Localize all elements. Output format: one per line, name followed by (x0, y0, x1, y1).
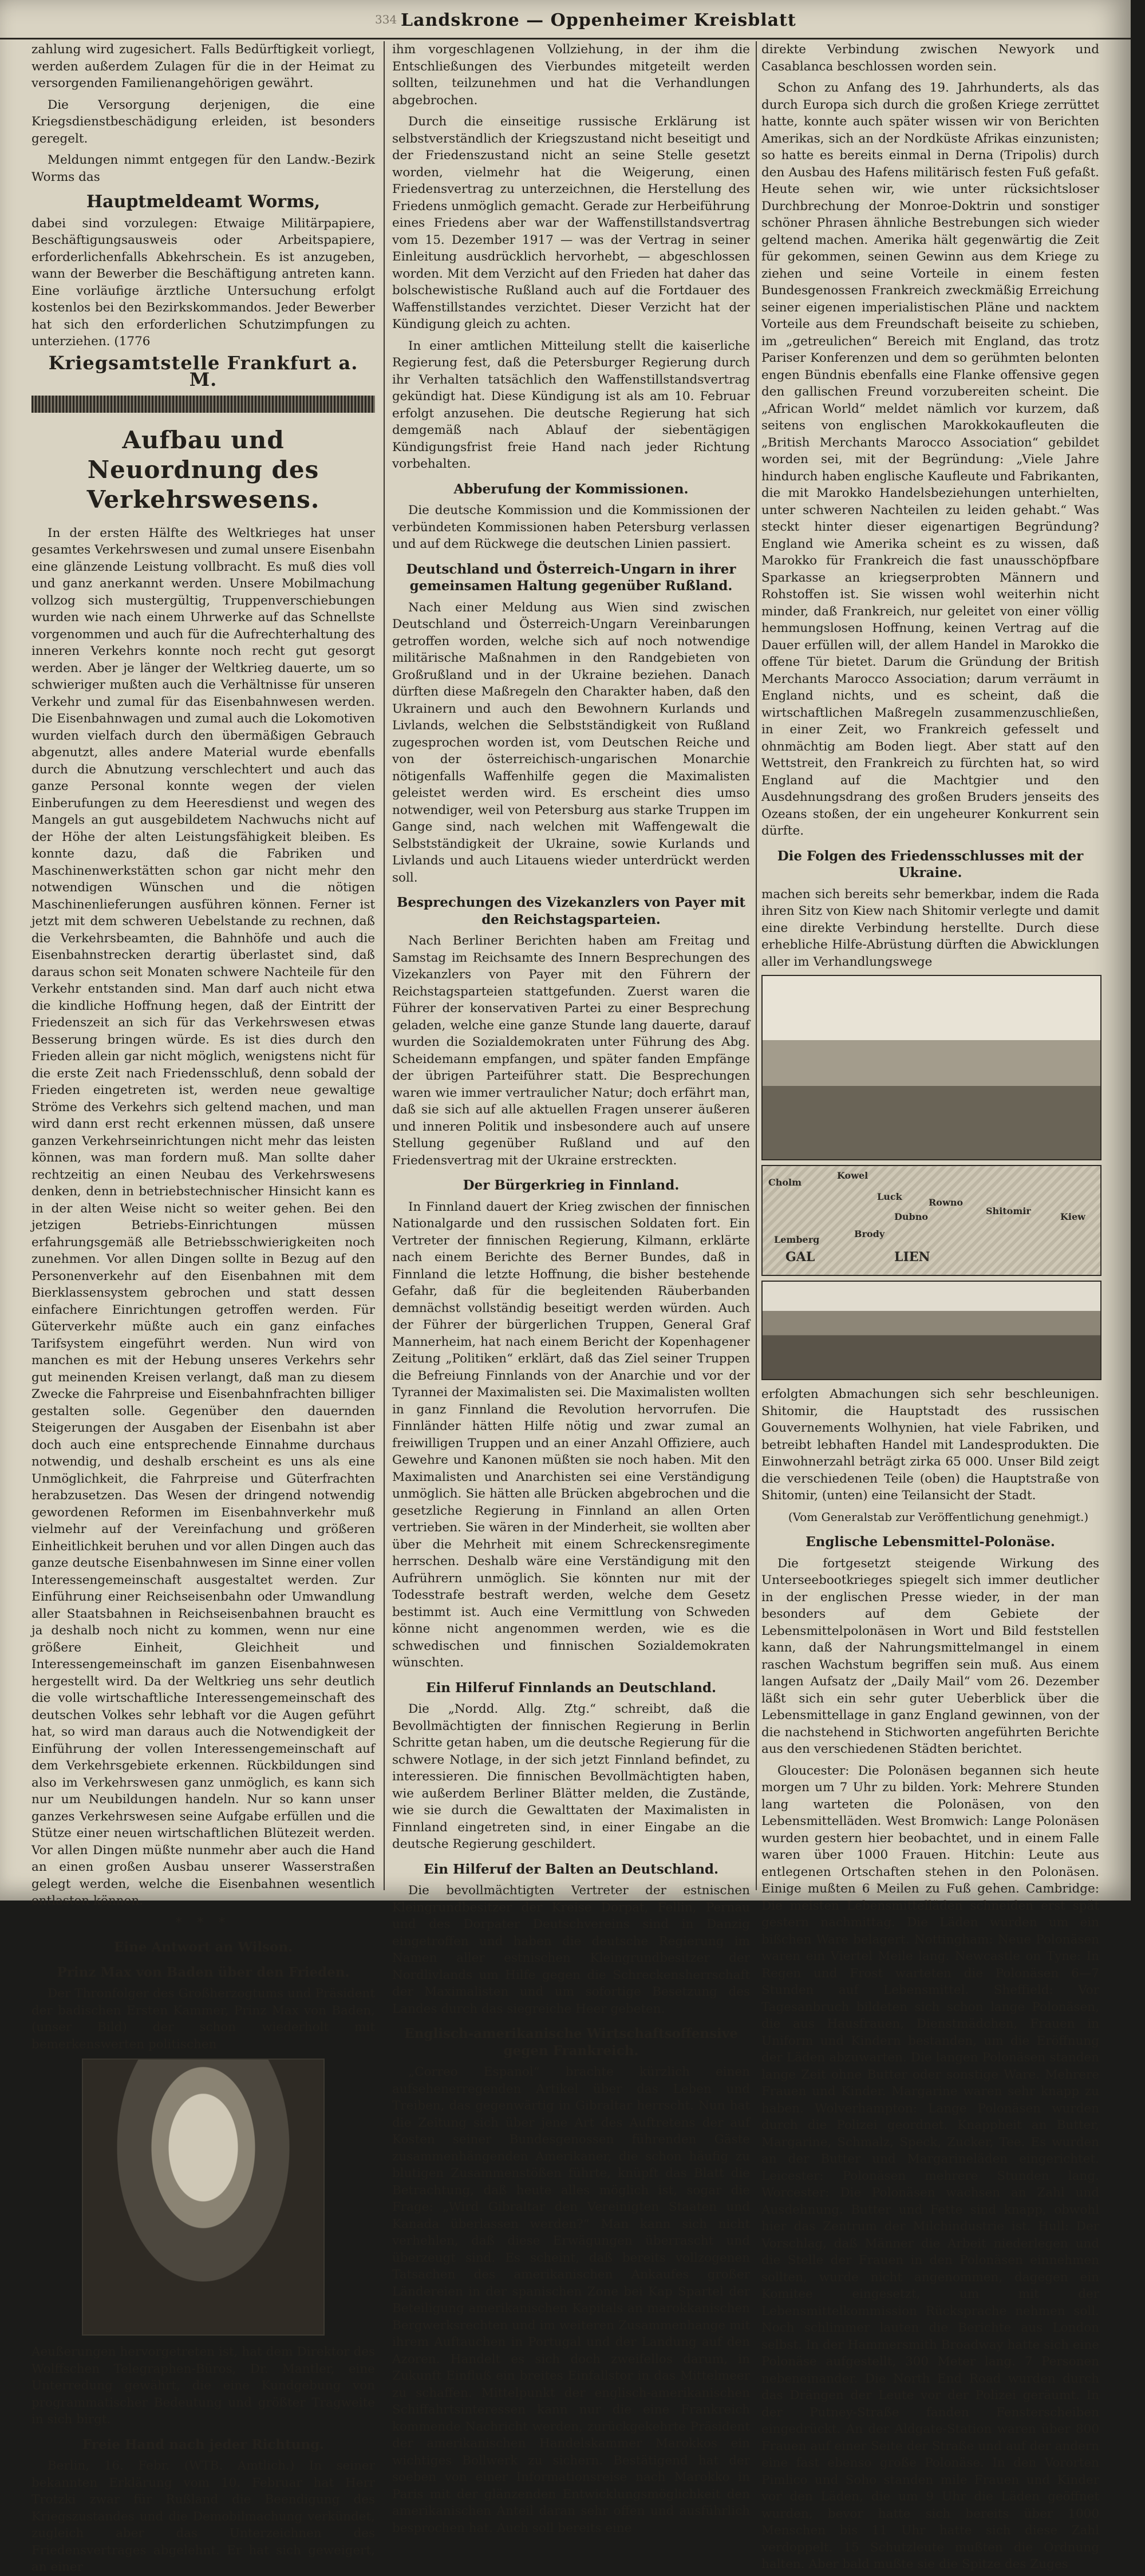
text-paragraph: Durch die einseitige russische Erklärung ist selbstverständlich der Kriegszustand nicht beseitigt und der Friedenszustand nicht an seine Stelle gesetzt worden, vielmehr hat die Weigerung, einen Friedensvertrag zu unterzeichnen, die Herstellung des Friedens unmöglich gemacht. Gerade zur Herbeiführung eines Friedens aber war der Waffenstillstandsvertrag vom 15. Dezember 1917 — was der Vertrag in seiner Einleitung ausdrücklich hervorhebt, — abgeschlossen worden. Mit dem Verzicht auf den Frieden hat daher das bolschewistische Rußland auch auf die Fortdauer des Waffenstillstandes verzichtet. Dieser Verzicht hat der Kündigung gleich zu achten. (392, 114, 750, 331)
text-paragraph: Gloucester: Die Polonäsen begannen sich heute morgen um 7 Uhr zu bilden. York: Mehrere Stunden lang warteten die Polonäsen, von den Lebensmittelläden. West Bromwich: Lange Polonäsen wurden gestern hier beobachtet, und in einem Falle waren über 1000 Frauen. Hitchin: Leute aus entlegenen Ortschaften stehen in den Polonäsen. Einige mußten 6 Meilen zu Fuß gehen. Cambridge: Die meisten Lebensmittelläden schneiden erst spät gestern nachmittag. Die Läden wurden um ein bißchen Ware belagert. Nottingham: Neue Polonäsen waren ein Viertel Meile lang. Newcastle on Tyne: In Regen und Frost warteten die Polonäsen 6—7 Stunden auf Lebensmittel. Sheffield: Vor Tagesanbruch bildeten sich schon lange Polonäsen, die aus Hausfrauen, Dienstmädchen, Frauen in Uniform und Kindern bestanden, um die Eröffnung der Läden abzuwarten. Die langen Polonäsen standen lange Zeit ohne Butter oder sonstige Ware. Mehrere Frauen und Kinder. Margarine waren sehr knapp zu haben. Wolverhampton: Lange Polonäsen wurden durch die Polizei geordnet. Knappheit an Butter, Margarine, Schmalz, Speck, Zucker, Tee. Es wurden an der Butter und Margarineläden eingerichtet. Leicester: Polonäsen mehrere Stunden lang. Worcester: Die Polonäsen wachsen an Zahl und Ausdehnung. Butter und Fette sind knapp, obwohl hier das Zentrum der Milchindustrie ist. Hull: Der Vorschlag, daß Männer die Arbeit niederlegen und die Stelle der Frauen in den Polonäsen einnehmen sollten, wurde nicht angenommen, dagegen ein Komitee eingesetzt, um mit der Lebensmittelkommission Rücksprache nehmen soll. Noch schlimmer lauten die Berichte aus London selbst. In der Hammersmith Broadway hatte sich eine Polonäse aufgestellt, 300 Meter lang. 7 Personen nebeneinander. Die North End Road wurden durch das Drängen der Leute vor der Polizei geräumt. In der Putney-Straße fanden Fensterscheiben eingedrückt. An der Aldgate-Station waren über 800 Frauen auf einer Seite der Straße und auf der andern eine fast ebenso große Polonäse. In den Vororten Pimlico und Soho standen mile Frauen und Kinder vor den Läden, die um 9 Uhr die Läden geöffnet wurden, bevor hatte sich bereits über 1000 Menschen bis 11 Uhr hatte sich diese Zahl verdoppelt. 15 Schutzleute mußten die Ordnung halten. Aber bald mußte sie die Spitze des Zuges (761, 1763, 1099, 2571)
map-label: Brody (854, 1228, 885, 1239)
map-label: Lemberg (774, 1234, 820, 1245)
city-photo (761, 1281, 1101, 1380)
column-rule (384, 41, 385, 1890)
text-paragraph: In einer amtlichen Mitteilung stellt die kaiserliche Regierung fest, daß die Petersburger Regierung durch ihr Verhalten tatsächlich den Waffenstillstandsvertrag gekündigt hat. Diese Kündigung ist als am 10. Februar erfolgt anzusehen. Die deutsche Regierung hat sich demgemäß nach Ablauf der siebentägigen Kündigungsfrist freie Hand nach jeder Richtung vorbehalten. (392, 338, 750, 471)
agency-heading: Kriegsamtstelle Frankfurt a. M. (48, 351, 358, 390)
text-paragraph: Der Thronfolger des Großherzogtums und Präsident der badischen Ersten Kammer, Prinz Max von Baden, (unser Bild) der schon wiederholt mit bemerkenswerten politischen (31, 1986, 375, 2052)
separator-band (31, 396, 375, 413)
text-paragraph: Meldungen nimmt entgegen für den Landw.-Bezirk Worms das (31, 153, 375, 184)
map-label: Kowel (837, 1170, 868, 1181)
masthead (0, 8, 1131, 39)
page-number: 334 (375, 13, 397, 26)
region-map (761, 1165, 1101, 1276)
caption: (Vom Generalstab zur Veröffentlichung genehmigt.) (788, 1510, 1089, 1524)
column-1 (31, 41, 375, 2574)
map-label: GAL (785, 1250, 815, 1265)
map-label: Shitomir (986, 1206, 1031, 1216)
article-heading: Die Folgen des Friedensschlusses mit der Ukraine. (777, 848, 1084, 880)
article-title: Aufbau und Neuordnung des Verkehrswesens. (86, 425, 320, 513)
map-label: LIEN (894, 1250, 930, 1265)
map-label: Dubno (894, 1211, 928, 1222)
text-paragraph: ihm vorgeschlagenen Vollziehung, in der ihm die Entschließungen des Vierbundes mitgeteilt werden sollten, teilzunehmen und hat die Verhandlungen abgebrochen. (392, 42, 750, 108)
article-heading: Der Bürgerkrieg in Finnland. (463, 1178, 680, 1193)
text-paragraph: machen sich bereits sehr bemerkbar, indem die Rada ihren Sitz von Kiew nach Shitomir verlegte und damit eine direkte Verbindung herstellte. Durch diese erhebliche Hilfe-Abrüstung dürften die Abwicklungen aller im Verhandlungswege (761, 887, 1099, 969)
map-label: Luck (877, 1191, 902, 1202)
separator-stars: * * * (176, 1915, 231, 1930)
column-2 (392, 41, 750, 2535)
article-heading: Deutschland und Österreich-Ungarn in ihrer gemeinsamen Haltung gegenüber Rußland. (406, 561, 736, 594)
text-paragraph: Schon zu Anfang des 19. Jahrhunderts, als das durch Europa sich durch die großen Kriege zerrüttet hatte, konnte auch später wissen wir von Berichten Amerikas, sich an der Nordküste Afrikas einzunisten; so hatte es bereits einmal in Derna (Tripolis) durch den Ausbau des Hafens militärisch festen Fuß gefaßt. Heute sehen wir, wie unter rücksichtsloser Durchbrechung der Monroe-Doktrin und sonstiger schöner Phrasen ähnliche Bestrebungen sich wieder geltend machen. Amerika hält gegenwärtig die Zeit für gekommen, seinen Gewinn aus dem Kriege zu ziehen und seine Vorteile in einem festen Bundesgenossen Frankreich zweckmäßig Erreichung seiner eigenen imperialistischen Pläne und nacktem Vorteile aus dem Freundschaft beiseite zu schieben, im „getreulichen“ Bereich mit England, das trotz Pariser Konferenzen und dem so gerühmten belonten engen Bündnis ebenfalls eine Flanke offensive gegen den gallischen Freund vorzubereiten scheint. Die „African World“ meldet nämlich vor kurzem, daß seitens von englischen Marokkokaufleuten die „British Merchants Marocco Association“ gebildet worden sei, mit der Begründung: „Viele Jahre hindurch haben englische Kaufleute und Fabrikanten, die mit Marokko Handelsbeziehungen unterhielten, unter schweren Nachteilen zu leiden gehabt.“ Was steckt hinter dieser eigenartigen Begründung? England wie Amerika scheint es zu wissen, daß Marokko für Frankreich die fast unausschöpfbare Sparkasse an kriegserprobten Männern und Rohstoffen ist. Sie wissen wohl weiterhin nicht minder, daß Frankreich, nur geleitet von einer völlig hemmungslosen Hoffnung, keinen Vertrag auf die Dauer erfüllen will, der allem Handel in Marokko die offene Tür bietet. Darum die Gründung der British Merchants Marocco Association; darum verräumt in England nichts, und es scheint, daß die wirtschaftlichen Maßregeln zusammenzuschließen, in einer Zeit, wo Frankreich gefesselt und ohnmächtig am Boden liegt. Aber statt auf den Wettstreit, den Frankreich zu fürchten hat, so wird England auf die Machtgier und den Ausdehnungsdrang des großen Bruders jenseits des Ozeans stoßen, der ein ungeheurer Konkurrent sein dürfte. (761, 81, 1099, 838)
text-paragraph: „Correo Espanol“ brachte kürzlich einen aufsehenerregenden Artikel über das Leben und Treiben, das gegenwärtig in Gibraltar herrscht. Nun hat die Zeitung sich über jene Art des Auftretens der auf Kosten seiner Bundesgenossen führenden Gäste zusammenhängenden Amerikaner, die schon häufig zu blutigen Zusammenstößen führte, knüpft das Blatt die Betrachtung, daß heute alles möglich ist, sogar die Frage: „Wird Gibraltar den Vereinigten Staaten und Kanada überlassen werden?“ Man kann sich nicht verhehlen, daß diese Erwägungen überrascht und überzeugt sind. Es scheint, daß bereits vollzogenen Tatsachen des amerikanischen Ankaufes großer Ländereien in der spanischen Zone bei Kap Spartel der Beteiligung amerikanischen Kapitals an marokkanischen Bergwerksrechten und im weiteren Zusammenhange mit ihrem Auftauchen in Portugal und der Landung auf den Azoren. Handelt es sich doch zweifellos darum, in Zukunft Einfluß ein breites Einfallstor in das Mittelmeer zu schaffen. Mittelpunkt der englisch-amerikanischen Schiffahrtsinteressen kann nur die eine Frankreich kommende Nachricht werden, zurückgekehrte Präsident der amerikanischen Handelskammer Marokkos ein wichtiges Bollwerk zu sichern. Bestätigend hat der soeben von einer Informationsreise nach Marokko in Paris mit der glänzenden Entwicklungsmöglichkeit den amerikanischen Anteil daran sehr offen und ausführlich besprochen hat. Auch soll bereits eine (392, 2065, 750, 2535)
map-label: Rowno (929, 1197, 964, 1208)
text-paragraph: Die fortgesetzt steigende Wirkung des Unterseebootkrieges spiegelt sich immer deutlicher in der englischen Presse wieder, in der man besonders auf dem Gebiete der Lebensmittelpolonäsen in Wort und Bild feststellen kann, daß der Nahrungsmittelmangel in einem raschen Wachstum begriffen sein muß. Aus einem langen Aufsatz der „Daily Mail“ vom 26. Dezember läßt sich ein sehr guter Ueberblick über die Lebensmittellage in ganz England gewinnen, von der die nachstehend in Stichworten angeführten Berichte aus den verschiedenen Städten berichtet. (761, 1556, 1099, 1756)
article-heading: Englisch-amerikanische Wirtschaftsoffensive gegen Frankreich. (404, 2026, 738, 2059)
text-paragraph: In Finnland dauert der Krieg zwischen der finnischen Nationalgarde und den russischen Soldaten fort. Ein Vertreter der finnischen Regierung, Kilmann, erklärte nach einem Berichte des Berner Bundes, daß in Finnland die letzte Hoffnung, die bisher bestehende Gefahr, daß für die begleitenden Räuberbanden demnächst vollständig beseitigt werden würden. Auch der Führer der bürgerlichen Truppen, General Graf Mannerheim, hat nach einem Bericht der Kopenhagener Zeitung „Politiken“ erklärt, daß das Ziel seiner Truppen die Befreiung Finnlands von der Anarchie und vor der Tyrannei der Maximalisten sei. Die Maximalisten wollten in ganz Finnland die Revolution hervorrufen. Die Finnländer hätten Hilfe nötig und zwar zumal an freiwilligen Truppen und an einer Anzahl Offiziere, auch Gewehre und Kanonen müßten sie noch haben. Mit den Maximalisten und Anarchisten sei eine Verständigung unmöglich. Sie hätten alle Brücken abgebrochen und die gesetzliche Regierung in Finnland an allen Orten vertrieben. Sie wären in der Minderheit, sie wollten aber über die Mehrheit mit einem Schreckensregimente herrschen. Deshalb wäre eine Verständigung mit den Aufrührern unmöglich. Sie könnten nur mit der Todesstrafe bestraft werden, welche dem Gesetz bestimmt ist. Auch eine Vermittlung von Schweden könne nicht angenommen werden, wie es die schwedischen und finnischen Sozialdemokraten wünschten. (392, 1199, 750, 1670)
text-paragraph: erfolgten Abmachungen sich sehr beschleunigen. Shitomir, die Hauptstadt des russischen Gouvernements Wolhynien, hat viele Fabriken, und betreibt lebhaften Handel mit Landesprodukten. Die Einwohnerzahl beträgt zirka 65 000. Unser Bild zeigt die verschiedenen Teile (oben) die Hauptstraße von Shitomir, (unten) eine Teilansicht der Stadt. (761, 1387, 1099, 1503)
article-heading: Freie Hand nach jeder Richtung. (82, 2436, 325, 2452)
text-paragraph: Die Versorgung derjenigen, die eine Kriegsdienstbeschädigung erleiden, ist besonders geregelt. (31, 97, 375, 146)
office-heading: Hauptmeldeamt Worms, (86, 192, 321, 212)
text-paragraph: Berlin, 16. Febr. (WTB. Amtlich.) In seiner bekannten Erklärung vom 10. Februar hat Herr Trotzki zwar für Rußland die Beendigung des Kriegszustandes und die Demobilmachung verkündet, zugleich aber das Unterzeichnen des Friedensvertrages abgelehnt. Er hat sich geweigert, an einer (31, 2459, 375, 2574)
text-paragraph: Nach einer Meldung aus Wien sind zwischen Deutschland und Österreich-Ungarn Vereinbarungen getroffen worden, welche sich auf noch notwendige militärische Maßnahmen in den Randgebieten von Großrußland und in der Ukraine beziehen. Danach dürften diese Maßregeln den Charakter haben, daß den Ukrainern und auch den Bewohnern Kurlands und Livlands, welchen die Selbstständigkeit von Rußland zugesprochen worden ist, vom Deutschen Reiche und von der österreichisch-ungarischen Monarchie nötigenfalls Waffenhilfe gegen die Maximalisten geleistet werden wird. Es erscheint dies umso notwendiger, weil von Petersburg aus starke Truppen im Gange sind, nach welchen mit Waffengewalt die Selbstständigkeit der Ukraine, sowie Kurlands und Livlands und auch Litauens wieder unterdrückt werden soll. (392, 600, 750, 885)
text-paragraph: Nach Berliner Berichten haben am Freitag und Samstag im Reichsamte des Innern Besprechungen des Vizekanzlers von Payer mit den Führern der Reichstagsparteien stattgefunden. Zuerst waren die Führer der konservativen Partei zu einer Besprechung geladen, welche eine ganze Stunde lang dauerte, darauf wurden die Sozialdemokraten unter Führung des Abg. Scheidemann empfangen, und später fanden Empfänge der übrigen Parteiführer statt. Die Besprechungen waren wie immer vertraulicher Natur; doch erfährt man, daß sie sich auf alle aktuellen Fragen unserer äußeren und inneren Politik und insbesondere auch auf unsere Stellung gegenüber Rußland und auf den Friedensvertrag mit der Ukraine erstreckten. (392, 934, 750, 1168)
text-paragraph: zahlung wird zugesichert. Falls Bedürftigkeit vorliegt, werden außerdem Zulagen für die in der Heimat zu versorgenden Familienangehörigen gewährt. (31, 42, 375, 90)
text-paragraph: Die bevollmächtigten Vertreter der estnischen Kleingrundbesitzer der Kreise Dorpat, Fellin, Pernau und des Dorpater Deutschvereins sind in Danzig eingetroffen und haben die deutsche Regierung im Namen aller estnischen Kleingrundbesitzer der Nordlivlands um Hilfe gegen die Schreckensherrschaft der Maximalisten und um sofortige Besetzung des Landes durch das siegreiche Heer gebeten. (392, 1883, 750, 2016)
article-subheading: Prinz Max von Baden über den Frieden. (57, 1964, 350, 1980)
newspaper-title: Landskrone — Oppenheimer Kreisblatt (401, 10, 796, 30)
map-label: Kiew (1060, 1211, 1085, 1222)
article-heading: Ein Hilferuf Finnlands an Deutschland. (425, 1680, 717, 1696)
portrait-photo (82, 2059, 325, 2336)
column-3 (761, 41, 1099, 2571)
article-body: In der ersten Hälfte des Weltkrieges hat unser gesamtes Verkehrswesen und zumal unsere Eisenbahn eine glänzende Leistung vollbracht. Es muß dies voll und ganz anerkannt werden. Unsere Mobilmachung vollzog sich mustergültig, Truppenverschiebungen wurden wie nach einem Uhrwerke auf das Schnellste vorgenommen und auch für die Aufrechterhaltung des inneren Verkehrs konnte noch recht gut gesorgt werden. Aber je länger der Weltkrieg dauerte, um so schwieriger mußten auch die Verhältnisse für unseren Verkehr und zumal für das Eisenbahnwesen werden. Die Eisenbahnwagen und zumal auch die Lokomotiven wurden vielfach durch den übermäßigen Gebrauch abgenutzt, alles andere Material wurde ebenfalls durch die Abnutzung verschlechtert und auch das ganze Personal konnte wegen der vielen Einberufungen zu dem Heeresdienst und wegen des Mangels an gut ausgebildetem Nachwuchs nicht auf der Höhe der alten Leistungsfähigkeit bleiben. Es konnte dazu, daß die Fabriken und Maschinenwerkstätten schon gar nicht mehr den notwendigen Wünschen und die nötigen Maschinenlieferungen ausführen können. Ferner ist jetzt mit dem schweren Uebelstande zu rechnen, daß die Verkehrsbeamten, die Bahnhöfe und auch die Eisenbahnstrecken derartig überlastet sind, daß daraus schon seit Monaten schwere Nachteile für den Verkehr entstanden sind. Man darf auch nicht etwa die kindliche Hoffnung hegen, daß der Eintritt der Friedenszeit an sich für das Verkehrswesen etwas Besserung bringen würde. Es ist dies durch den Frieden allein gar nicht möglich, wenigstens nicht für die erste Zeit nach Friedensschluß, denn sobald der Frieden eingetreten ist, werden neue gewaltige Ströme des Verkehrs sich geltend machen, und man wird dann erst recht erkennen müssen, daß unsere ganzen Verkehrseinrichtungen nicht mehr das leisten können, was man fordern muß. Man sollte daher rechtzeitig an einen Neubau des Verkehrswesens denken, denn in betriebstechnischer Hinsicht kann es in der alten Weise nicht so weiter gehen. Bei den jetzigen Betriebs-Einrichtungen müssen erfahrungsgemäß alle Betriebsschwierigkeiten noch zunehmen. Vor allen Dingen sollte in Bezug auf den Personenverkehr auf den Eisenbahnen mit dem Bierklassensystem gebrochen und statt dessen einfachere Einrichtungen getroffen werden. Für Güterverkehr müßte auch ein ganz einfaches Tarifsystem eingeführt werden. Nun wird von manchen es mit der Hebung unseres Verkehrs sehr gut meinenden Kreisen verlangt, daß man zu diesem Zwecke die Fahrpreise und Eisenbahnfrachten billiger gestalten solle. Gegenüber den dauernden Steigerungen der Ausgaben der Eisenbahn ist aber doch auch eine entsprechende Einnahme durchaus notwendig, und deshalb erscheint es uns als eine Unmöglichkeit, die Fahrpreise und Güterfrachten herabzusetzen. Das Wesen der dringend notwendig gewordenen Reformen im Eisenbahnverkehr muß vielmehr auf der Vereinfachung und größeren Einheitlichkeit beruhen und vor allen Dingen auch das ganze deutsche Eisenbahnwesen im Sinne einer vollen Interessengemeinschaft ausgestaltet werden. Zur Einführung einer Reichseisenbahn oder Umwandlung aller Staatsbahnen in Reichseisenbahnen braucht es ja deshalb noch nicht zu kommen, wenn nur eine größere Einheit, Gleichheit und Interessengemeinschaft im ganzen Eisenbahnwesen hergestellt wird. Da der Weltkrieg uns sehr deutlich die volle wirtschaftliche Interessengemeinschaft des deutschen Volkes sehr lebhaft vor die Augen geführt hat, so wird man daraus auch die Notwendigkeit der Einführung der vollen Interessengemeinschaft auf dem Verkehrsgebiete erkennen. Rückbildungen sind also im Verkehrswesen ganz unmöglich, es kann sich nur um Neubildungen handeln. Nur so kann unser ganzes Verkehrswesen seine Aufgabe erfüllen und die Stütze einer neuen wirtschaftlichen Blütezeit werden. Vor allen Dingen müßte nunmehr aber auch die Hand an einen großen Ausbau unserer Wasserstraßen gelegt werden, welche die Eisenbahnen wesentlich entlasten können. (31, 526, 375, 1908)
text-paragraph: Aeußerungen hervorgetreten ist, hat dem Direktor des Wolffschen Telegraphen-Büros, Dr. Mantler, eine Unterredung gewährt, die eine Kundgebung von programmatischer Bedeutung und größter Tragweite in sich birgt. (31, 2345, 375, 2427)
article-heading: Eine Antwort an Wilson. (113, 1939, 293, 1955)
text-paragraph: direkte Verbindung zwischen Newyork und Casablanca beschlossen worden sein. (761, 42, 1099, 74)
article-heading: Ein Hilferuf der Balten an Deutschland. (423, 1861, 719, 1877)
article-heading: Abberufung der Kommissionen. (453, 481, 689, 497)
text-paragraph: dabei sind vorzulegen: Etwaige Militärpapiere, Beschäftigungsausweis oder Arbeitspapiere, erforderlichenfalls Abkehrschein. Es ist anzugeben, wann der Bewerber die Beschäftigung antreten kann. Eine vorläufige ärztliche Untersuchung erfolgt kostenlos bei den Bezirkskommandos. Jeder Bewerber hat sich den erforderlichen Schutzimpfungen zu unterziehen. (1776 (31, 216, 375, 349)
map-label: Cholm (768, 1177, 802, 1188)
article-heading: Englische Lebensmittel-Polonäse. (806, 1534, 1055, 1550)
text-paragraph: Die „Nordd. Allg. Ztg.“ schreibt, daß die Bevollmächtigten der finnischen Regierung in Berlin Schritte getan haben, um die deutsche Regierung für die schwere Notlage, in der sich jetzt Finnland befindet, zu interessieren. Die finnischen Bevollmächtigten haben, wie außerdem Berliner Blätter melden, die Zustände, wie sie durch die Gewalttaten der Maximalisten in Finnland eingetreten sind, in einer Eingabe an die deutsche Regierung geschildert. (392, 1702, 750, 1851)
article-heading: Besprechungen des Vizekanzlers von Payer mit den Reichstagsparteien. (397, 895, 745, 927)
text-paragraph: Die deutsche Kommission und die Kommissionen der verbündeten Kommissionen haben Petersburg verlassen und auf dem Rückwege die deutschen Linien passiert. (392, 503, 750, 551)
city-photo (761, 975, 1101, 1160)
column-rule (756, 41, 757, 1890)
